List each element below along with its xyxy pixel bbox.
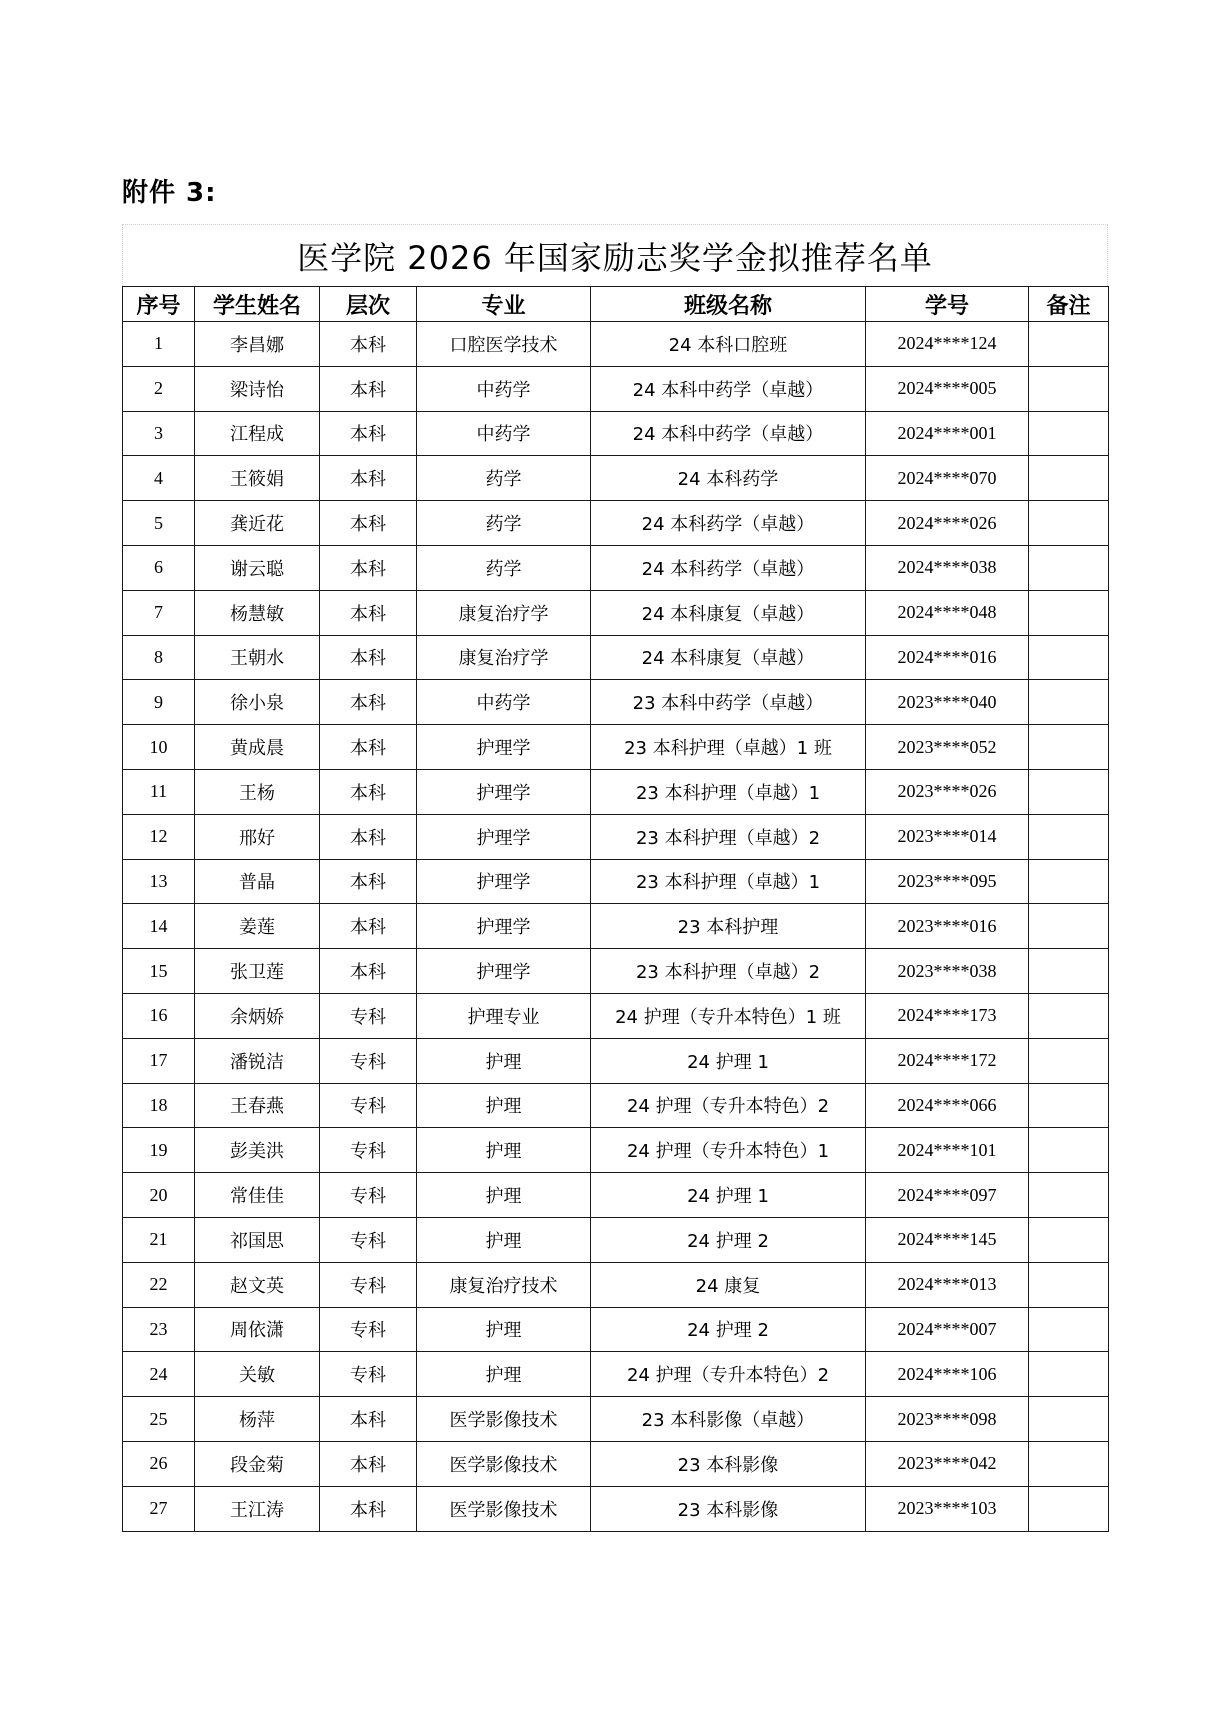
cell-class-name: 24 护理（专升本特色）1 — [591, 1128, 866, 1173]
cell-level: 本科 — [320, 814, 417, 859]
cell-class-name: 24 护理 2 — [591, 1217, 866, 1262]
cell-index: 7 — [123, 590, 195, 635]
cell-student-name: 常佳佳 — [195, 1173, 320, 1218]
cell-class-name: 24 护理（专升本特色）2 — [591, 1083, 866, 1128]
table-row — [123, 680, 1109, 725]
cell-level: 本科 — [320, 590, 417, 635]
cell-student-name: 赵文英 — [195, 1262, 320, 1307]
cell-major: 护理学 — [417, 725, 591, 770]
cell-level: 专科 — [320, 1352, 417, 1397]
cell-major: 护理学 — [417, 904, 591, 949]
cell-student-name: 潘锐洁 — [195, 1038, 320, 1083]
cell-index: 11 — [123, 769, 195, 814]
cell-index: 6 — [123, 545, 195, 590]
table-row — [123, 1038, 1109, 1083]
table-row — [123, 993, 1109, 1038]
cell-level: 本科 — [320, 725, 417, 770]
cell-student-name: 段金菊 — [195, 1441, 320, 1486]
cell-remark — [1029, 859, 1109, 904]
cell-level: 本科 — [320, 635, 417, 680]
cell-level: 本科 — [320, 904, 417, 949]
cell-class-name: 24 本科口腔班 — [591, 322, 866, 367]
cell-remark — [1029, 1262, 1109, 1307]
header-major: 专业 — [417, 287, 591, 322]
cell-major: 护理 — [417, 1038, 591, 1083]
cell-student-id: 2024****145 — [866, 1217, 1029, 1262]
cell-index: 16 — [123, 993, 195, 1038]
cell-student-id: 2023****014 — [866, 814, 1029, 859]
cell-class-name: 24 本科药学 — [591, 456, 866, 501]
cell-student-name: 余炳娇 — [195, 993, 320, 1038]
cell-class-name: 23 本科影像 — [591, 1486, 866, 1531]
cell-class-name: 24 本科中药学（卓越） — [591, 366, 866, 411]
cell-student-id: 2024****007 — [866, 1307, 1029, 1352]
cell-student-name: 梁诗怡 — [195, 366, 320, 411]
cell-class-name: 24 护理（专升本特色）1 班 — [591, 993, 866, 1038]
cell-student-name: 彭美洪 — [195, 1128, 320, 1173]
cell-student-name: 江程成 — [195, 411, 320, 456]
cell-class-name: 24 护理 1 — [591, 1173, 866, 1218]
cell-remark — [1029, 456, 1109, 501]
cell-major: 康复治疗技术 — [417, 1262, 591, 1307]
cell-level: 本科 — [320, 1486, 417, 1531]
cell-class-name: 23 本科护理（卓越）1 — [591, 859, 866, 904]
cell-remark — [1029, 1173, 1109, 1218]
cell-class-name: 24 本科药学（卓越） — [591, 501, 866, 546]
cell-class-name: 23 本科影像（卓越） — [591, 1397, 866, 1442]
header-student-name: 学生姓名 — [195, 287, 320, 322]
table-row — [123, 1352, 1109, 1397]
table-body — [123, 322, 1109, 1532]
header-level: 层次 — [320, 287, 417, 322]
table-row — [123, 366, 1109, 411]
table-row — [123, 949, 1109, 994]
cell-major: 护理学 — [417, 769, 591, 814]
cell-student-id: 2023****040 — [866, 680, 1029, 725]
cell-student-id: 2024****016 — [866, 635, 1029, 680]
cell-level: 本科 — [320, 769, 417, 814]
cell-level: 本科 — [320, 949, 417, 994]
cell-student-id: 2024****038 — [866, 545, 1029, 590]
cell-class-name: 24 本科康复（卓越） — [591, 590, 866, 635]
attachment-label: 附件 3: — [122, 178, 217, 208]
cell-student-id: 2024****066 — [866, 1083, 1029, 1128]
cell-level: 专科 — [320, 1128, 417, 1173]
table-row — [123, 1486, 1109, 1531]
cell-index: 3 — [123, 411, 195, 456]
cell-remark — [1029, 1352, 1109, 1397]
table-row — [123, 545, 1109, 590]
cell-student-name: 王江涛 — [195, 1486, 320, 1531]
cell-remark — [1029, 1083, 1109, 1128]
cell-student-id: 2024****013 — [866, 1262, 1029, 1307]
table-row — [123, 590, 1109, 635]
cell-student-id: 2024****026 — [866, 501, 1029, 546]
cell-student-id: 2024****070 — [866, 456, 1029, 501]
table-row — [123, 322, 1109, 367]
cell-major: 护理学 — [417, 859, 591, 904]
header-student-id: 学号 — [866, 287, 1029, 322]
cell-level: 本科 — [320, 859, 417, 904]
table-row — [123, 814, 1109, 859]
cell-major: 护理 — [417, 1083, 591, 1128]
title-box — [122, 224, 1108, 286]
cell-index: 5 — [123, 501, 195, 546]
cell-major: 康复治疗学 — [417, 590, 591, 635]
cell-student-id: 2024****048 — [866, 590, 1029, 635]
cell-class-name: 24 护理 1 — [591, 1038, 866, 1083]
cell-class-name: 23 本科护理 — [591, 904, 866, 949]
cell-major: 护理 — [417, 1307, 591, 1352]
cell-remark — [1029, 366, 1109, 411]
table-row — [123, 769, 1109, 814]
cell-student-name: 杨慧敏 — [195, 590, 320, 635]
cell-student-id: 2023****098 — [866, 1397, 1029, 1442]
cell-class-name: 24 本科中药学（卓越） — [591, 411, 866, 456]
cell-student-id: 2024****124 — [866, 322, 1029, 367]
cell-remark — [1029, 814, 1109, 859]
cell-remark — [1029, 322, 1109, 367]
table-row — [123, 1217, 1109, 1262]
table-row — [123, 456, 1109, 501]
cell-remark — [1029, 1038, 1109, 1083]
cell-remark — [1029, 501, 1109, 546]
cell-level: 本科 — [320, 1441, 417, 1486]
cell-student-name: 龚近花 — [195, 501, 320, 546]
cell-major: 护理 — [417, 1173, 591, 1218]
cell-index: 22 — [123, 1262, 195, 1307]
cell-student-name: 姜莲 — [195, 904, 320, 949]
cell-remark — [1029, 1217, 1109, 1262]
table-row — [123, 1083, 1109, 1128]
cell-major: 护理专业 — [417, 993, 591, 1038]
cell-remark — [1029, 1397, 1109, 1442]
cell-class-name: 24 本科康复（卓越） — [591, 635, 866, 680]
cell-level: 专科 — [320, 1083, 417, 1128]
table-row — [123, 501, 1109, 546]
table-row — [123, 904, 1109, 949]
cell-student-id: 2024****172 — [866, 1038, 1029, 1083]
cell-student-id: 2023****095 — [866, 859, 1029, 904]
cell-index: 8 — [123, 635, 195, 680]
cell-major: 药学 — [417, 545, 591, 590]
cell-class-name: 23 本科护理（卓越）2 — [591, 814, 866, 859]
cell-student-name: 王春燕 — [195, 1083, 320, 1128]
cell-class-name: 23 本科影像 — [591, 1441, 866, 1486]
cell-level: 本科 — [320, 501, 417, 546]
cell-class-name: 24 护理（专升本特色）2 — [591, 1352, 866, 1397]
cell-index: 1 — [123, 322, 195, 367]
cell-student-name: 关敏 — [195, 1352, 320, 1397]
cell-student-name: 李昌娜 — [195, 322, 320, 367]
cell-student-name: 张卫莲 — [195, 949, 320, 994]
cell-index: 19 — [123, 1128, 195, 1173]
cell-student-id: 2024****106 — [866, 1352, 1029, 1397]
table-row — [123, 1262, 1109, 1307]
cell-index: 2 — [123, 366, 195, 411]
recommendation-table — [122, 286, 1109, 1532]
cell-level: 本科 — [320, 545, 417, 590]
cell-major: 医学影像技术 — [417, 1397, 591, 1442]
cell-student-id: 2024****001 — [866, 411, 1029, 456]
cell-class-name: 23 本科护理（卓越）1 班 — [591, 725, 866, 770]
cell-student-id: 2023****052 — [866, 725, 1029, 770]
cell-student-name: 杨萍 — [195, 1397, 320, 1442]
cell-remark — [1029, 769, 1109, 814]
cell-major: 康复治疗学 — [417, 635, 591, 680]
cell-student-id: 2023****042 — [866, 1441, 1029, 1486]
cell-major: 护理 — [417, 1128, 591, 1173]
cell-student-name: 祁国思 — [195, 1217, 320, 1262]
cell-level: 专科 — [320, 993, 417, 1038]
cell-index: 14 — [123, 904, 195, 949]
table-row — [123, 1397, 1109, 1442]
cell-remark — [1029, 993, 1109, 1038]
table-row — [123, 1307, 1109, 1352]
cell-major: 中药学 — [417, 680, 591, 725]
cell-index: 20 — [123, 1173, 195, 1218]
cell-student-name: 普晶 — [195, 859, 320, 904]
cell-student-id: 2023****103 — [866, 1486, 1029, 1531]
cell-index: 4 — [123, 456, 195, 501]
cell-remark — [1029, 725, 1109, 770]
cell-student-name: 谢云聪 — [195, 545, 320, 590]
cell-major: 医学影像技术 — [417, 1486, 591, 1531]
cell-student-id: 2023****026 — [866, 769, 1029, 814]
cell-index: 23 — [123, 1307, 195, 1352]
cell-level: 本科 — [320, 322, 417, 367]
cell-major: 护理学 — [417, 814, 591, 859]
cell-level: 专科 — [320, 1217, 417, 1262]
cell-remark — [1029, 1128, 1109, 1173]
header-remark: 备注 — [1029, 287, 1109, 322]
cell-student-name: 邢好 — [195, 814, 320, 859]
header-index: 序号 — [123, 287, 195, 322]
cell-index: 17 — [123, 1038, 195, 1083]
cell-index: 18 — [123, 1083, 195, 1128]
cell-student-name: 黄成晨 — [195, 725, 320, 770]
cell-level: 本科 — [320, 411, 417, 456]
cell-class-name: 23 本科护理（卓越）2 — [591, 949, 866, 994]
cell-remark — [1029, 949, 1109, 994]
table-row — [123, 1441, 1109, 1486]
cell-major: 口腔医学技术 — [417, 322, 591, 367]
table-row — [123, 635, 1109, 680]
cell-level: 专科 — [320, 1173, 417, 1218]
table-row — [123, 859, 1109, 904]
cell-student-name: 王杨 — [195, 769, 320, 814]
cell-class-name: 23 本科中药学（卓越） — [591, 680, 866, 725]
cell-major: 护理 — [417, 1217, 591, 1262]
cell-remark — [1029, 1441, 1109, 1486]
cell-student-id: 2024****097 — [866, 1173, 1029, 1218]
table-row — [123, 411, 1109, 456]
document-title: 医学院 2026 年国家励志奖学金拟推荐名单 — [297, 238, 933, 277]
cell-index: 24 — [123, 1352, 195, 1397]
cell-remark — [1029, 545, 1109, 590]
cell-index: 25 — [123, 1397, 195, 1442]
cell-student-name: 周依潇 — [195, 1307, 320, 1352]
cell-level: 专科 — [320, 1038, 417, 1083]
header-class-name: 班级名称 — [591, 287, 866, 322]
cell-major: 中药学 — [417, 366, 591, 411]
cell-index: 12 — [123, 814, 195, 859]
cell-student-id: 2023****038 — [866, 949, 1029, 994]
cell-index: 13 — [123, 859, 195, 904]
table-row — [123, 1128, 1109, 1173]
cell-index: 9 — [123, 680, 195, 725]
cell-level: 本科 — [320, 456, 417, 501]
cell-remark — [1029, 680, 1109, 725]
table-row — [123, 725, 1109, 770]
cell-class-name: 23 本科护理（卓越）1 — [591, 769, 866, 814]
cell-index: 15 — [123, 949, 195, 994]
cell-student-id: 2023****016 — [866, 904, 1029, 949]
cell-level: 专科 — [320, 1262, 417, 1307]
cell-major: 中药学 — [417, 411, 591, 456]
cell-level: 本科 — [320, 1397, 417, 1442]
cell-remark — [1029, 1307, 1109, 1352]
cell-major: 护理 — [417, 1352, 591, 1397]
cell-class-name: 24 本科药学（卓越） — [591, 545, 866, 590]
cell-student-name: 王筱娟 — [195, 456, 320, 501]
cell-student-name: 徐小泉 — [195, 680, 320, 725]
cell-major: 药学 — [417, 456, 591, 501]
cell-remark — [1029, 635, 1109, 680]
table-header-row — [123, 287, 1109, 322]
cell-level: 本科 — [320, 680, 417, 725]
cell-index: 21 — [123, 1217, 195, 1262]
cell-index: 26 — [123, 1441, 195, 1486]
cell-remark — [1029, 590, 1109, 635]
cell-class-name: 24 护理 2 — [591, 1307, 866, 1352]
cell-remark — [1029, 904, 1109, 949]
cell-student-id: 2024****101 — [866, 1128, 1029, 1173]
cell-student-id: 2024****005 — [866, 366, 1029, 411]
cell-remark — [1029, 1486, 1109, 1531]
cell-major: 医学影像技术 — [417, 1441, 591, 1486]
cell-index: 27 — [123, 1486, 195, 1531]
table-row — [123, 1173, 1109, 1218]
cell-level: 专科 — [320, 1307, 417, 1352]
cell-class-name: 24 康复 — [591, 1262, 866, 1307]
cell-level: 本科 — [320, 366, 417, 411]
cell-student-id: 2024****173 — [866, 993, 1029, 1038]
cell-major: 护理学 — [417, 949, 591, 994]
cell-index: 10 — [123, 725, 195, 770]
cell-major: 药学 — [417, 501, 591, 546]
cell-remark — [1029, 411, 1109, 456]
cell-student-name: 王朝水 — [195, 635, 320, 680]
